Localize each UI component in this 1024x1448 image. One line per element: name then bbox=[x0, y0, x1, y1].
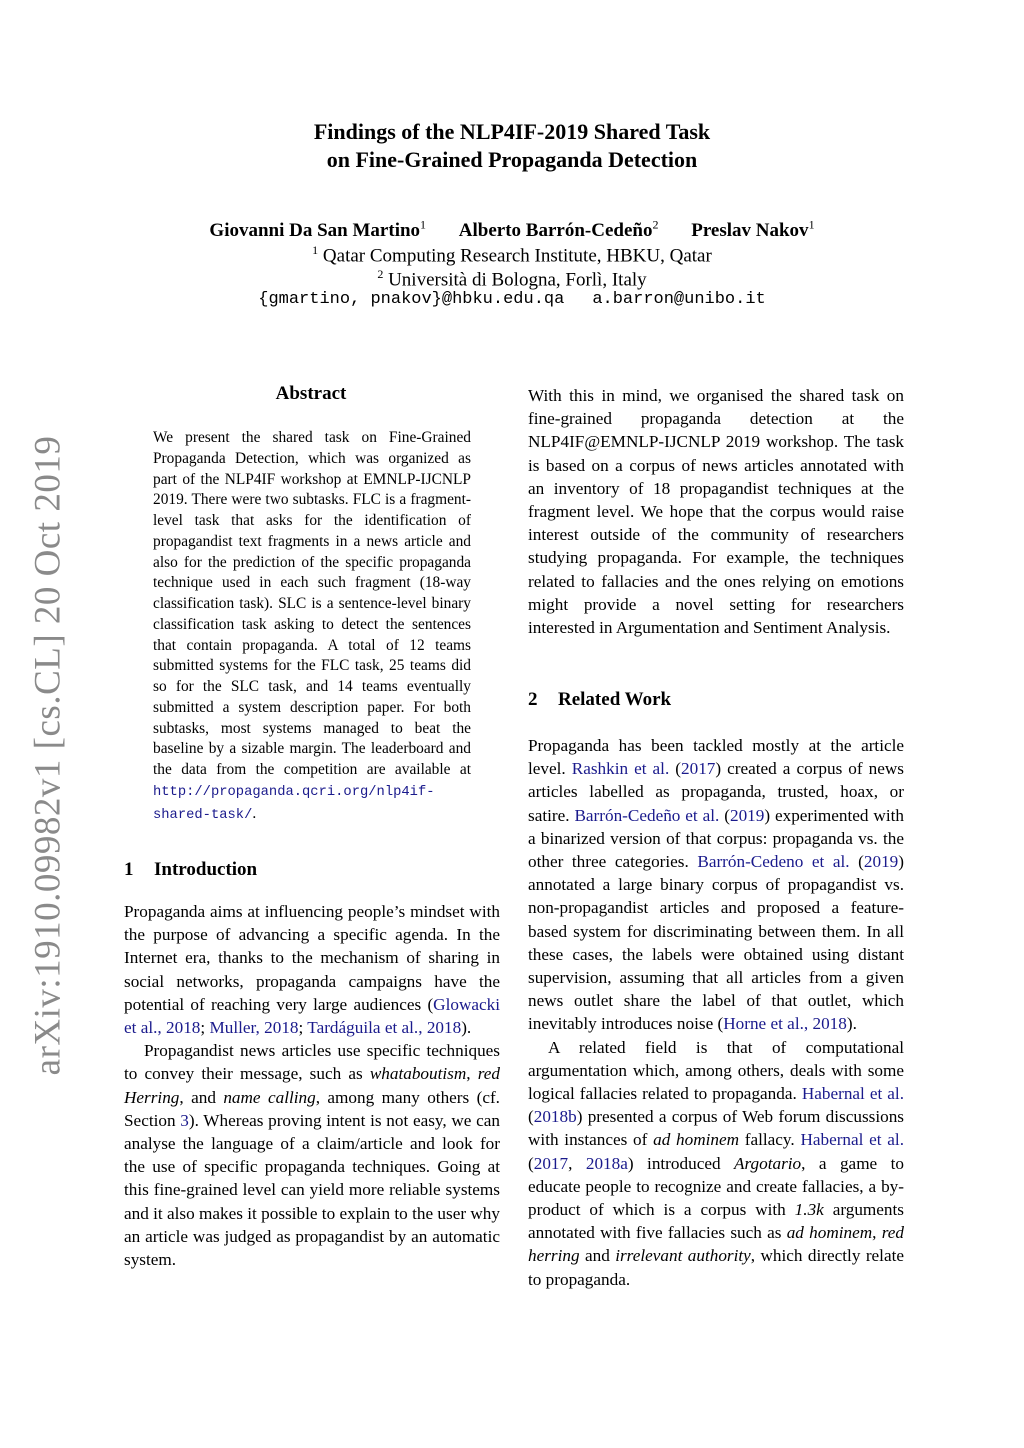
citation-year-link[interactable]: 2019 bbox=[863, 852, 899, 872]
citation-link[interactable]: Tardáguila et al., 2018 bbox=[307, 1018, 462, 1038]
abstract-body: We present the shared task on Fine-Grained Propaganda Detection, which was organized as part of the NLP4IF workshop at EMNLP-IJCNLP 2019. There were two subtasks. FLC is a fragment-level task that asks for the identification of propagandist text fragments in a news article and also for the prediction of the specific propaganda technique used in each such fragment (18-way classification task). SLC is a sentence-level binary classification task asking to detect the sentences that contain propaganda. A total of 12 teams submitted systems for the FLC task, 25 teams did so for the SLC task, and 14 teams eventually submitted a system description paper. For both subtasks, most systems managed to beat the baseline by a sizable margin. The leaderboard and the data from the competition are available at http://propaganda.qcri.org/nlp4if-shared-task/. bbox=[153, 429, 471, 823]
arxiv-stamp: arXiv:1910.09982v1 [cs.CL] 20 Oct 2019 bbox=[27, 435, 69, 1075]
section-reference-link[interactable]: 3 bbox=[180, 1110, 189, 1130]
author-3: Preslav Nakov$^1$ bbox=[691, 218, 815, 242]
citation-year-link[interactable]: 2019 bbox=[729, 805, 765, 825]
right-column-intro: With this in mind, we organised the shared task on fine-grained propaganda detection at the NLP4IF@EMNLP-IJCNLP 2019 workshop. The task is based on a corpus of news articles annotated with an inventory of 18 propagandist techniques at the fragment level. We hope that the corpus would raise interest outside of the community of researchers studying propaganda. For example, the techniques related to fallacies and the ones relying on emotions might provide a novel setting for researchers interested in Argumentation and Sentiment Analysis. bbox=[528, 386, 904, 638]
citation-link[interactable]: Horne et al., 2018 bbox=[723, 1014, 847, 1034]
citation-link[interactable]: Glowacki et al., 2018 bbox=[124, 994, 500, 1038]
section-heading-related-work: 2 Related Work bbox=[528, 689, 672, 710]
citation-link[interactable]: Habernal et al. bbox=[801, 1084, 904, 1104]
citation-link[interactable]: Rashkin et al. bbox=[571, 759, 670, 779]
shared-task-link[interactable]: http://propaganda.qcri.org/nlp4if-shared-task/ bbox=[153, 784, 435, 823]
intro-paragraph-2: Propagandist news articles use specific techniques to convey their message, such as whataboutism, red Herring, and name calling, among many others (cf. Section 3). Whereas proving intent is not easy, we can analyse the language of a claim/article and look for the use of specific propaganda techniques. Going at this fine-grained level can yield more reliable systems and it also makes it possible to explain to the user why an article was judged as propagandist by an automatic system. bbox=[124, 1041, 501, 1270]
email-single: a.barron@unibo.it bbox=[592, 290, 766, 309]
introduction-body bbox=[124, 900, 500, 1271]
related-work-body bbox=[528, 734, 904, 1291]
citation-year-link[interactable]: 2017 bbox=[681, 759, 716, 779]
citation-link[interactable]: Barrón-Cedeno et al. bbox=[697, 852, 850, 872]
citation-link[interactable]: Muller, 2018 bbox=[209, 1018, 299, 1038]
citation-link[interactable]: Habernal et al. bbox=[800, 1130, 904, 1150]
author-emails bbox=[0, 288, 1024, 312]
paper-title bbox=[0, 118, 1024, 174]
abstract-heading: Abstract bbox=[275, 383, 347, 404]
title-line-1: Findings of the NLP4IF-2019 Shared Task bbox=[313, 119, 711, 144]
intro-paragraph-1: Propaganda aims at influencing people’s mindset with the purpose of advancing a specific agenda. In the Internet era, thanks to the mechanism of sharing in social networks, propaganda campaigns have the potential of reaching very large audiences (Glowacki et al., 2018; Muller, 2018; Tardáguila et al., 2018). bbox=[124, 902, 500, 1038]
title-line-2: on Fine-Grained Propaganda Detection bbox=[326, 147, 698, 172]
citation-year-link[interactable]: 2017 bbox=[533, 1153, 569, 1173]
citation-year-link[interactable]: 2018a bbox=[585, 1153, 628, 1173]
affiliation-2: $^2$ Università di Bologna, Forlì, Italy bbox=[377, 267, 647, 291]
email-group: {gmartino, pnakov}@hbku.edu.qa bbox=[258, 290, 565, 309]
related-paragraph-1: Propaganda has been tackled mostly at the article level. Rashkin et al. (2017) created a corpus of news articles labelled as propaganda, trusted, hoax, or satire. Barrón-Cedeño et al. (2019) experimented with a binarized version of that corpus: propaganda vs. the other three categories. Barrón-Cedeno et al. (2019) annotated a large binary corpus of propagandist vs. non-propagandist articles and proposed a feature-based system for discriminating between them. In all these cases, the labels were obtained using distant supervision, assuming that all articles from a given news outlet share the label of that outlet, which inevitably introduces noise (Horne et al., 2018). bbox=[528, 736, 904, 1034]
citation-year-link[interactable]: 2018b bbox=[533, 1107, 577, 1127]
section-heading-introduction: 1 Introduction bbox=[124, 859, 258, 880]
author-2: Alberto Barrón-Cedeño$^2$ bbox=[458, 218, 659, 242]
affiliation-1: $^1$ Qatar Computing Research Institute, HBKU, Qatar bbox=[312, 243, 712, 267]
citation-link[interactable]: Barrón-Cedeño et al. bbox=[574, 805, 720, 825]
author-1: Giovanni Da San Martino$^1$ bbox=[209, 218, 427, 242]
related-paragraph-2: A related field is that of computational argumentation which, among others, deals with some logical fallacies related to propaganda. Habernal et al. (2018b) presented a corpus of Web forum discussions with instances of ad hominem fallacy. Habernal et al. (2017, 2018a) introduced Argotario, a game to educate people to recognize and create fallacies, a by-product of which is a corpus with 1.3k arguments annotated with five fallacies such as ad hominem, red herring and irrelevant authority, which directly relate to propaganda. bbox=[528, 1037, 904, 1289]
